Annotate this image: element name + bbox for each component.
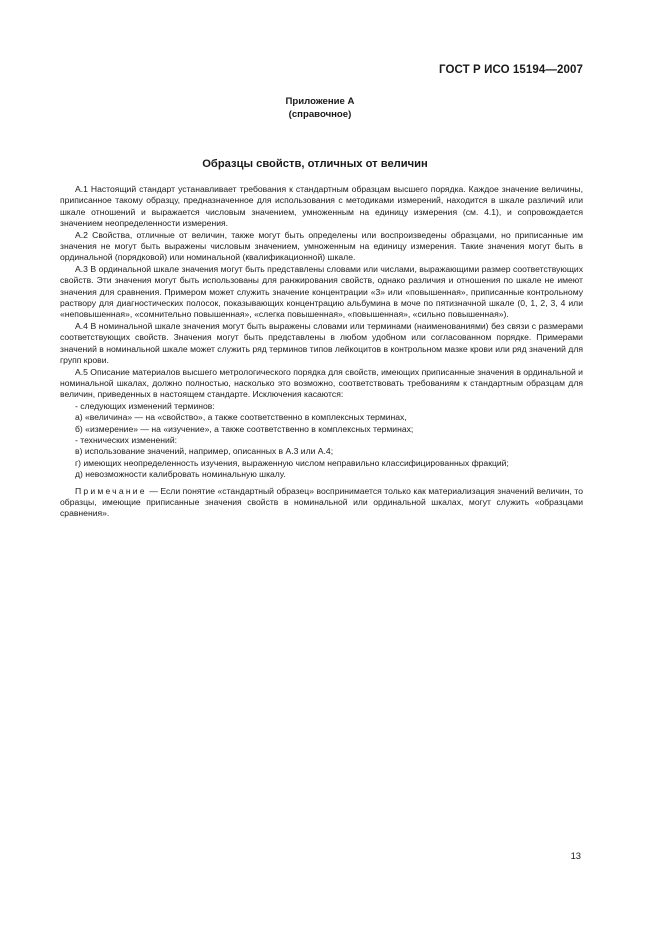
document-code: ГОСТ Р ИСО 15194—2007 <box>438 64 583 76</box>
paragraph-a4: А.4 В номинальной шкале значения могут быть выражены словами или терминами (наименованиями) без связи с размерами соответствующих свойств. Значения могут быть представлены в любом удобном или согласованном порядке. Примерами значений в номинальной шкале может служить ряд терминов типов лейкоцитов в контрольном мазке крови или ряд значений для групп крови. <box>60 320 583 366</box>
list-item-tech-changes: - технических изменений: <box>75 434 178 445</box>
note-text: — Если понятие «стандартный образец» воспринимается только как материализация значений величин, то образцы, имеющие приписанные значения свойств в номинальной или ординальной шкалах, могут служить «образцами сравнения». <box>60 485 583 519</box>
body-text <box>60 184 583 520</box>
appendix-subtitle: (справочное) <box>288 109 352 120</box>
appendix-title: Приложение А <box>285 96 355 107</box>
list-item-b: б) «измерение» — на «изучение», а также соответственно в комплексных терминах; <box>75 423 414 434</box>
list-item-term-changes: - следующих изменений терминов: <box>75 400 215 411</box>
list-item-a: а) «величина» — на «свойство», а также соответственно в комплексных терминах, <box>75 412 407 423</box>
paragraph-a1: А.1 Настоящий стандарт устанавливает требования к стандартным образцам высшего порядка. Каждое значение величины, приписанное такому образцу, предназначенное для использования с методиками измерений, находится в шкале различий или шкале отношений и выражается числовым значением, умноженным на единицу измерения (см. 4.1), и сопровождается значением неопределенности измерения. <box>60 184 583 229</box>
section-title: Образцы свойств, отличных от величин <box>202 158 428 170</box>
page-number: 13 <box>570 850 581 861</box>
paragraph-a5: А.5 Описание материалов высшего метрологического порядка для свойств, имеющих приписанные значения в ординальной и номинальной шкалах, должно полностью, насколько это возможно, соответствовать требованиям к стандартным образцам для величин, приведенных в настоящем стандарте. Исключения касаются: <box>60 366 583 400</box>
note-paragraph <box>60 486 583 520</box>
list-item-g: г) имеющих неопределенность изучения, выраженную числом неправильно классифицированных фракций; <box>75 457 509 468</box>
paragraph-a2: А.2 Свойства, отличные от величин, также могут быть определены или воспроизведены образцами, но приписанные им значения не могут быть выражены числовым значением, умноженным на единицу измерения. Такие значения могут быть в ординальной (порядковой) или номинальной (квалификационной) шкале. <box>60 229 583 263</box>
appendix-heading <box>0 95 640 121</box>
list-item-v: в) использование значений, например, описанных в А.3 или А.4; <box>75 446 334 457</box>
paragraph-a3: А.3 В ординальной шкале значения могут быть представлены словами или числами, выражающими размер соответствующих свойств. Эти значения могут быть использованы для ранжирования свойств, однако различия и отношения по шкале не имеют значения для сравнения. Примером может служить значение концентрации «3» или «повышенная», приписанные контрольному раствору для диагностических полосок, показывающих концентрацию альбумина в моче по пятизначной шкале (0, 1, 2, 3, 4 или «неповышенная», «сомнительно повышенная», «слегка повышенная», «повышенная», «сильно повышенная»). <box>60 263 583 320</box>
list-item-d: д) невозможности калибровать номинальную шкалу. <box>75 469 286 480</box>
note-label: Примечание <box>75 485 147 496</box>
